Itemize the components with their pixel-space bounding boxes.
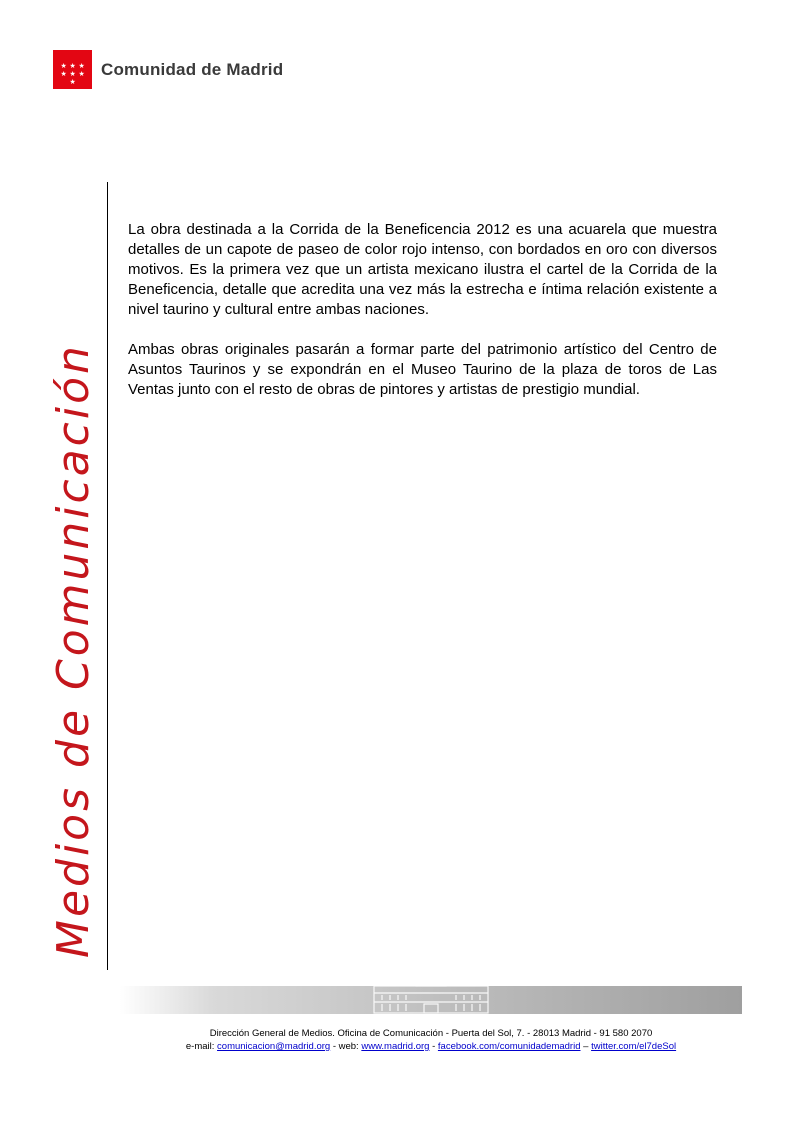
twitter-link[interactable]: twitter.com/el7deSol: [591, 1041, 677, 1052]
star-icon: ★: [69, 62, 76, 70]
body-text: [128, 220, 717, 420]
star-icon: ★: [78, 62, 85, 70]
star-icon: ★: [60, 70, 67, 78]
separator: -: [432, 1041, 436, 1052]
footer-contacts: [120, 1041, 742, 1052]
logo-name: Comunidad de Madrid: [101, 59, 284, 79]
vertical-divider: [107, 182, 108, 970]
paragraph: La obra destinada a la Corrida de la Beneficencia 2012 es una acuarela que muestra detalles de un capote de paseo de color rojo intenso, con bordados en oro con diversos motivos. Es la primera vez que un artista mexicano ilustra el cartel de la Corrida de la Beneficencia, detalle que acredita una vez más la estrecha e íntima relación existente a nivel taurino y cultural entre ambas naciones.: [128, 221, 717, 318]
star-icon: ★: [60, 62, 67, 70]
separator: –: [583, 1041, 589, 1052]
facebook-link[interactable]: facebook.com/comunidademadrid: [437, 1041, 581, 1052]
star-icon: ★: [69, 78, 76, 86]
web-link[interactable]: www.madrid.org: [361, 1041, 430, 1052]
star-icon: ★: [78, 70, 85, 78]
email-link[interactable]: comunicacion@madrid.org: [217, 1041, 331, 1052]
footer-address: Dirección General de Medios. Oficina de Comunicación - Puerta del Sol, 7. - 28013 Madrid - 91 580 2070: [209, 1028, 653, 1039]
madrid-flag-icon: [53, 50, 92, 89]
email-label: e-mail:: [185, 1041, 215, 1052]
side-title: Medios de Comunicación: [48, 343, 99, 958]
casa-de-correos-icon: [372, 966, 490, 1014]
web-label: - web:: [332, 1041, 359, 1052]
comunidad-madrid-logo: [53, 50, 283, 89]
star-icon: ★: [69, 70, 76, 78]
paragraph: Ambas obras originales pasarán a formar parte del patrimonio artístico del Centro de Asuntos Taurinos y se expondrán en el Museo Taurino de la plaza de toros de Las Ventas junto con el resto de obras de pintores y artistas de prestigio mundial.: [128, 341, 717, 398]
